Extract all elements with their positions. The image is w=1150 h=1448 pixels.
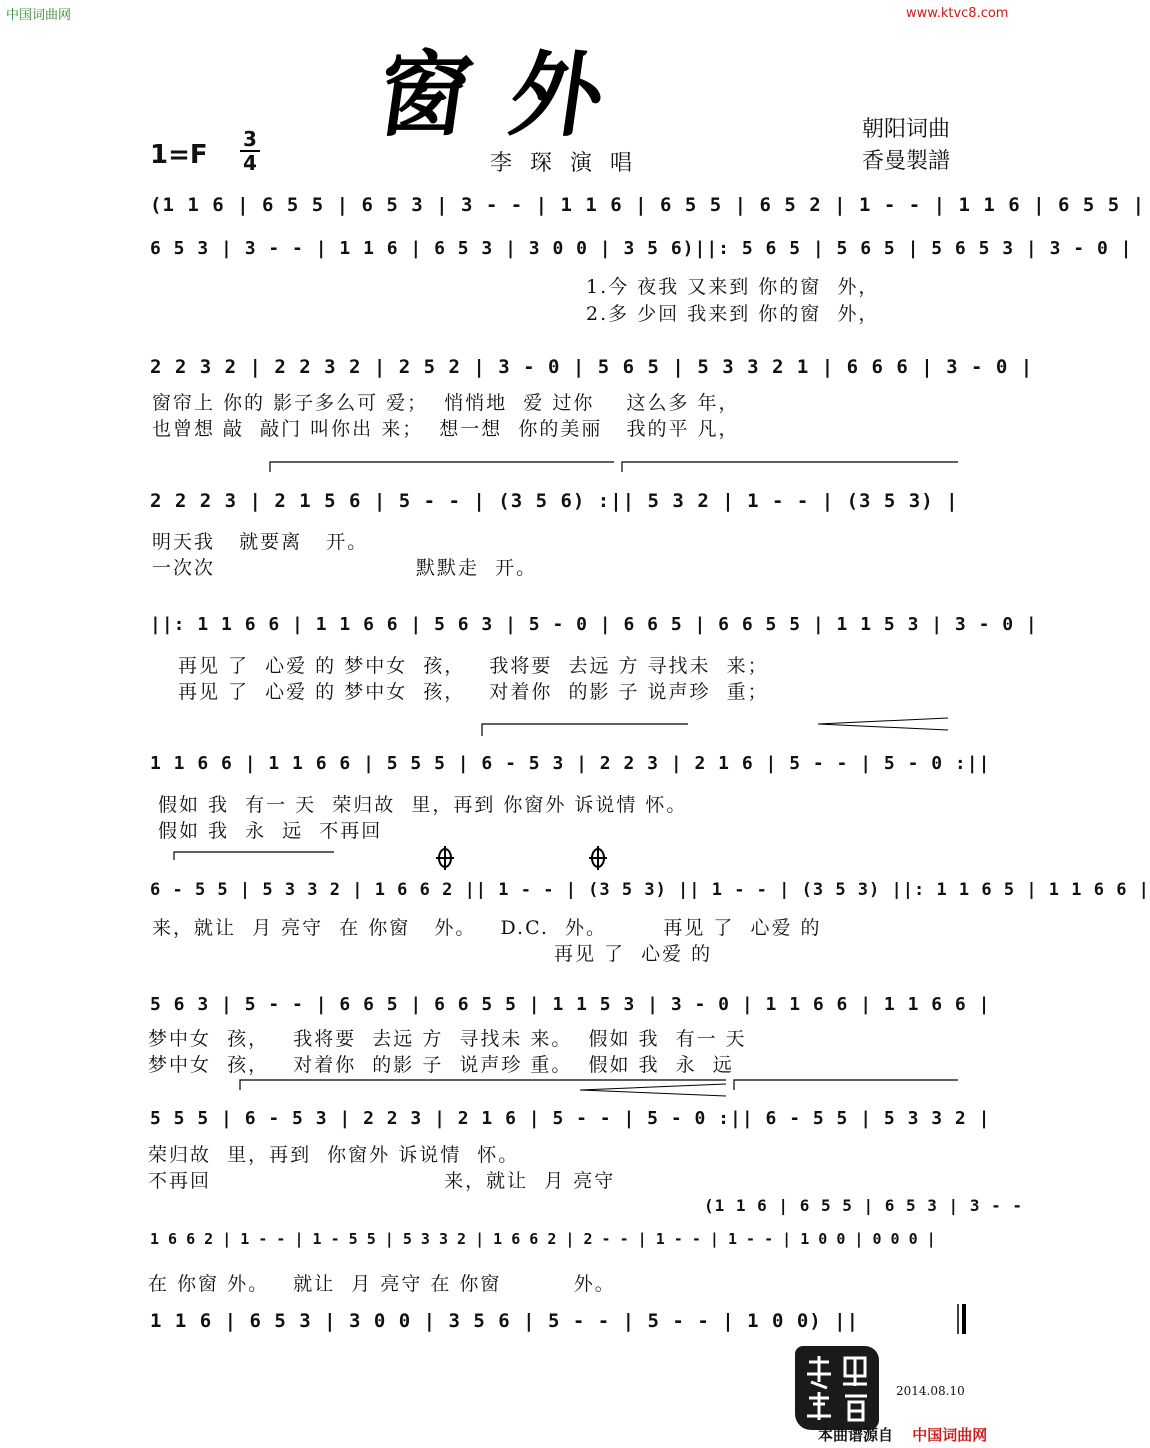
lyrics-row-5-verse-2: 再见 了 心爱 的 梦中女 孩， 对着你 的影 子 说声珍 重； xyxy=(178,681,769,703)
lyrics-row-10-verse-1: 在 你窗 外。 就让 月 亮守 在 你窗 外。 xyxy=(148,1273,616,1295)
notes-row-8: 5 6 3 | 5 - - | 6 6 5 | 6 6 5 5 | 1 1 5 3 | 3 - 0 | 1 1 6 6 | 1 1 6 6 | xyxy=(150,994,991,1015)
volta-bracket-6 xyxy=(734,1080,958,1090)
volta-bracket-4 xyxy=(174,852,334,860)
watermark-left: 中国词曲网 xyxy=(6,8,72,23)
hairpin-2 xyxy=(580,1084,726,1096)
composer-credit: 朝阳词曲 xyxy=(862,117,951,142)
lyrics-row-9-verse-2: 不再回 来，就让 月 亮守 xyxy=(148,1170,616,1192)
key-signature: 1=F xyxy=(150,140,208,170)
lyrics-row-6-verse-1: 假如 我 有一 天 荣归故 里，再到 你窗外 诉说情 怀。 xyxy=(158,794,688,816)
lyrics-row-4-verse-2: 一次次 默默走 开。 xyxy=(152,557,538,579)
lyrics-row-3-verse-2: 也曾想 敲 敲门 叫你出 来； 想一想 你的美丽 我的平 凡， xyxy=(152,418,740,440)
footer-prefix: 本曲谱源自 xyxy=(818,1426,894,1444)
notes-row-11: 1 1 6 | 6 5 3 | 3 0 0 | 3 5 6 | 5 - - | 5 - - | 1 0 0) || xyxy=(150,1310,860,1332)
lyrics-row-2-verse-1: 1.今 夜我 又来到 你的窗 外， xyxy=(586,276,880,298)
notes-row-1: (1 1 6 | 6 5 5 | 6 5 3 | 3 - - | 1 1 6 | 6 5 5 | 6 5 2 | 1 - - | 1 1 6 | 6 5 5 | xyxy=(150,194,1146,216)
notes-row-9: 5 5 5 | 6 - 5 3 | 2 2 3 | 2 1 6 | 5 - - | 5 - 0 :|| 6 - 5 5 | 5 3 3 2 | xyxy=(150,1108,991,1129)
lyrics-row-4-verse-1: 明天我 就要离 开。 xyxy=(152,531,369,553)
volta-bracket-1 xyxy=(270,462,614,472)
lyrics-row-9-verse-1: 荣归故 里，再到 你窗外 诉说情 怀。 xyxy=(148,1144,520,1166)
footer-site-link[interactable]: 中国词曲网 xyxy=(912,1426,988,1444)
meter-bottom: 4 xyxy=(243,151,257,175)
time-signature xyxy=(240,128,260,174)
hairpin-1 xyxy=(818,718,948,730)
lyrics-row-7-verse-1: 来，就让 月 亮守 在 你窗 外。 D.C. 外。 再见 了 心爱 的 xyxy=(152,917,822,939)
notes-row-10: 1 6 6 2 | 1 - - | 1 - 5 5 | 5 3 3 2 | 1 6 6 2 | 2 - - | 1 - - | 1 - - | 1 0 0 | 0 0 0 | xyxy=(150,1230,936,1248)
lyrics-row-8-verse-2: 梦中女 孩， 对着你 的影 子 说声珍 重。 假如 我 永 远 xyxy=(148,1054,734,1076)
notes-row-6: 1 1 6 6 | 1 1 6 6 | 5 5 5 | 6 - 5 3 | 2 2 3 | 2 1 6 | 5 - - | 5 - 0 :|| xyxy=(150,753,991,774)
arranger-credit: 香曼製譜 xyxy=(862,149,951,174)
meter-top: 3 xyxy=(240,128,260,152)
notes-row-7: 6 - 5 5 | 5 3 3 2 | 1 6 6 2 || 1 - - | (3 5 3) || 1 - - | (3 5 3) ||: 1 1 6 5 | 1 1 6 6 | xyxy=(150,880,1150,900)
notes-row-3: 2 2 3 2 | 2 2 3 2 | 2 5 2 | 3 - 0 | 5 6 5 | 5 3 3 2 1 | 6 6 6 | 3 - 0 | xyxy=(150,356,1034,378)
seal-stamp xyxy=(795,1346,879,1430)
singer-credit: 李琛演唱 xyxy=(490,151,651,176)
notes-row-5: ||: 1 1 6 6 | 1 1 6 6 | 5 6 3 | 5 - 0 | 6 6 5 | 6 6 5 5 | 1 1 5 3 | 3 - 0 | xyxy=(150,614,1038,635)
coda-sign-2 xyxy=(589,846,607,870)
volta-bracket-2 xyxy=(622,462,958,472)
score-date: 2014.08.10 xyxy=(896,1384,965,1398)
lyrics-row-7-verse-2: 再见 了 心爱 的 xyxy=(152,943,713,965)
notes-row-4: 2 2 2 3 | 2 1 5 6 | 5 - - | (3 5 6) :|| 5 3 2 | 1 - - | (3 5 3) | xyxy=(150,490,959,512)
lyrics-row-8-verse-1: 梦中女 孩， 我将要 去远 方 寻找未 来。 假如 我 有一 天 xyxy=(148,1028,747,1050)
volta-bracket-5 xyxy=(240,1080,726,1090)
coda-notes: (1 1 6 | 6 5 5 | 6 5 3 | 3 - - xyxy=(704,1196,1023,1215)
source-footer xyxy=(818,1424,987,1445)
lyrics-row-6-verse-2: 假如 我 永 远 不再回 xyxy=(158,820,383,842)
song-title: 窗外 xyxy=(371,41,651,149)
lyrics-row-5-verse-1: 再见 了 心爱 的 梦中女 孩， 我将要 去远 方 寻找未 来； xyxy=(178,655,769,677)
notes-row-2: 6 5 3 | 3 - - | 1 1 6 | 6 5 3 | 3 0 0 | 3 5 6)||: 5 6 5 | 5 6 5 | 5 6 5 3 | 3 - 0 | xyxy=(150,238,1133,259)
volta-bracket-3 xyxy=(482,724,688,736)
lyrics-row-3-verse-1: 窗帘上 你的 影子多么可 爱； 悄悄地 爱 过你 这么多 年， xyxy=(152,392,740,414)
lyrics-row-2-verse-2: 2.多 少回 我来到 你的窗 外， xyxy=(586,303,880,325)
watermark-right: www.ktvc8.com xyxy=(906,6,1009,21)
coda-sign-1 xyxy=(436,846,454,870)
